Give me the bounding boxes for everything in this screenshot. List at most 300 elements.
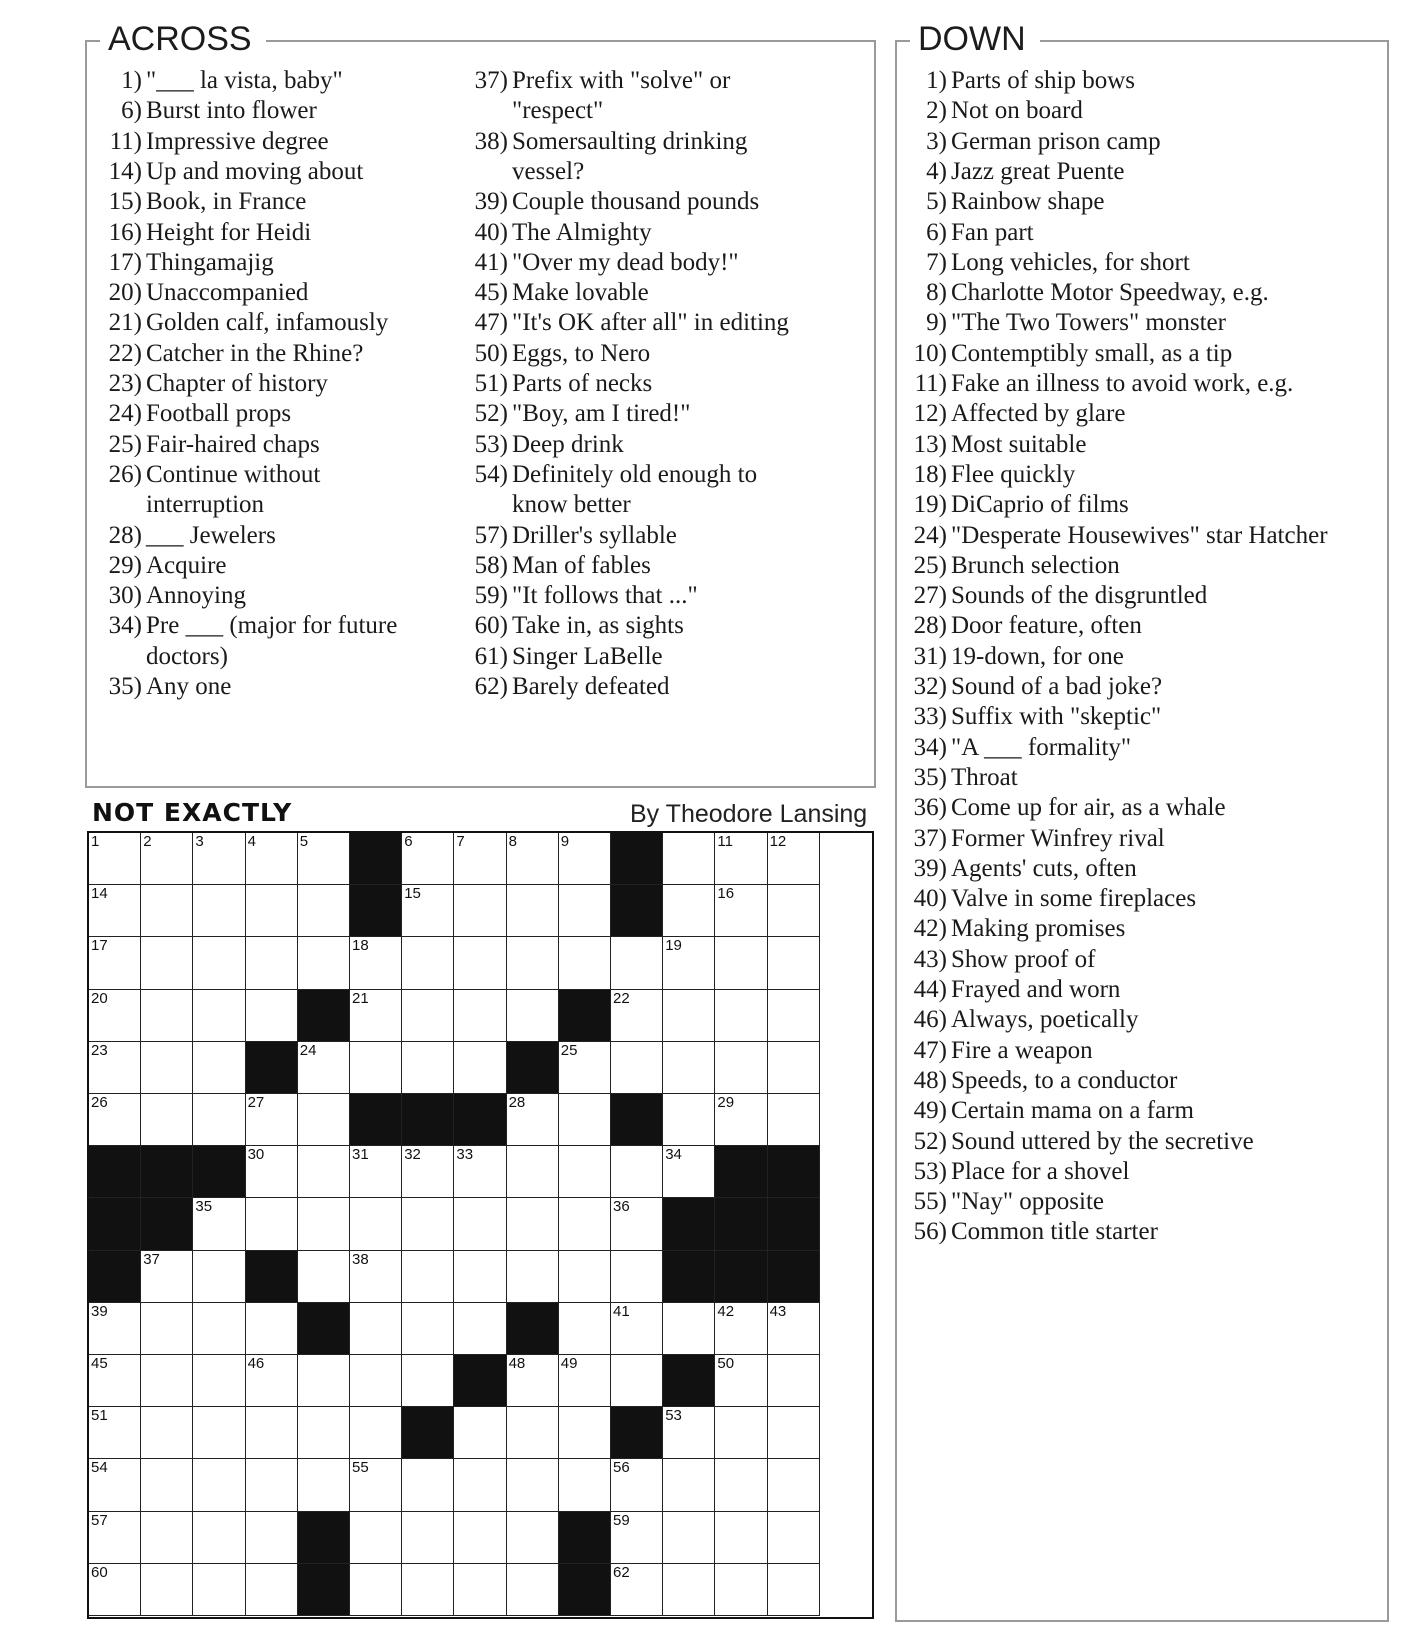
grid-cell-number: 60: [91, 1563, 108, 1581]
grid-cell[interactable]: [611, 1512, 663, 1564]
grid-cell[interactable]: [298, 1094, 350, 1146]
grid-cell[interactable]: [611, 1303, 663, 1355]
grid-cell[interactable]: [350, 937, 402, 989]
grid-cell[interactable]: [298, 1146, 350, 1198]
clue-text: Football props: [146, 400, 292, 428]
grid-cell[interactable]: [298, 1355, 350, 1407]
grid-cell-black: [298, 1303, 350, 1355]
clue-text: Make lovable: [512, 279, 649, 307]
grid-cell-number: 55: [352, 1459, 369, 1477]
grid-cell[interactable]: [193, 1251, 245, 1303]
grid-cell[interactable]: [663, 1303, 715, 1355]
grid-cell[interactable]: [454, 833, 506, 885]
puzzle-author: By Theodore Lansing: [630, 800, 868, 828]
clue-number: 42): [913, 915, 947, 943]
clue-text: Agents' cuts, often: [951, 854, 1137, 882]
grid-cell[interactable]: [141, 1512, 193, 1564]
clue-number: 17): [108, 248, 142, 276]
grid-cell[interactable]: [715, 1512, 767, 1564]
grid-cell[interactable]: [298, 1459, 350, 1511]
grid-cell[interactable]: [89, 885, 141, 937]
grid-cell-number: 1: [91, 833, 100, 850]
grid-cell-black: [611, 833, 663, 885]
grid-cell[interactable]: [402, 1512, 454, 1564]
grid-cell[interactable]: [89, 1459, 141, 1511]
grid-cell[interactable]: [611, 1198, 663, 1250]
clue-number: 1): [926, 67, 947, 94]
clue-number: 50): [474, 339, 508, 367]
grid-cell[interactable]: [193, 990, 245, 1042]
grid-cell[interactable]: [507, 1198, 559, 1250]
grid-cell[interactable]: [89, 1407, 141, 1459]
grid-cell[interactable]: [298, 885, 350, 937]
grid-cell[interactable]: [768, 1512, 820, 1564]
grid-cell[interactable]: [611, 937, 663, 989]
grid-cell-number: 35: [195, 1198, 213, 1216]
grid-cell[interactable]: [768, 1042, 820, 1094]
grid-cell[interactable]: [193, 1459, 245, 1511]
grid-cell[interactable]: [715, 1407, 767, 1459]
grid-cell[interactable]: [89, 1564, 141, 1616]
clue-text: "Boy, am I tired!": [512, 400, 691, 428]
grid-cell[interactable]: [141, 1042, 193, 1094]
grid-cell[interactable]: [715, 1459, 767, 1511]
clue-number: 34): [913, 733, 947, 761]
grid-cell[interactable]: [246, 1303, 298, 1355]
clue-number: 41): [474, 248, 508, 276]
grid-cell[interactable]: [89, 1042, 141, 1094]
grid-cell[interactable]: [663, 833, 715, 885]
clue-number: 35): [108, 673, 142, 700]
grid-cell[interactable]: [559, 1355, 611, 1407]
grid-cell[interactable]: [350, 990, 402, 1042]
grid-cell[interactable]: [507, 833, 559, 885]
across-heading: ACROSS: [100, 20, 266, 58]
grid-cell[interactable]: [402, 1303, 454, 1355]
grid-cell[interactable]: [141, 885, 193, 937]
grid-cell[interactable]: [507, 1407, 559, 1459]
grid-cell[interactable]: [663, 885, 715, 937]
grid-cell-black: [350, 833, 402, 885]
grid-cell[interactable]: [454, 1251, 506, 1303]
grid-cell[interactable]: [715, 885, 767, 937]
clue-text: Affected by glare: [951, 400, 1126, 428]
clue-text: "Desperate Housewives" star Hatcher: [951, 521, 1328, 549]
clue-text: Sounds of the disgruntled: [951, 582, 1208, 610]
grid-cell[interactable]: [89, 1303, 141, 1355]
grid-cell[interactable]: [768, 1459, 820, 1511]
grid-cell[interactable]: [715, 937, 767, 989]
grid-cell[interactable]: [402, 1146, 454, 1198]
grid-cell[interactable]: [559, 885, 611, 937]
grid-cell[interactable]: [193, 1198, 245, 1250]
grid-cell-number: 22: [613, 989, 630, 1007]
grid-cell[interactable]: [559, 1094, 611, 1146]
grid-cell[interactable]: [611, 1042, 663, 1094]
grid-cell[interactable]: [350, 1251, 402, 1303]
clue-text: Charlotte Motor Speedway, e.g.: [951, 279, 1269, 307]
grid-cell-black: [454, 1355, 506, 1407]
grid-cell[interactable]: [141, 990, 193, 1042]
clue-number: 47): [474, 309, 508, 337]
grid-cell[interactable]: [89, 937, 141, 989]
clue-number: 47): [913, 1036, 947, 1064]
clue-text: Making promises: [951, 915, 1126, 943]
grid-cell[interactable]: [246, 1459, 298, 1511]
clue-number: 12): [913, 400, 947, 428]
grid-cell[interactable]: [768, 833, 820, 885]
grid-cell-number: 15: [404, 885, 421, 903]
grid-cell[interactable]: [141, 1094, 193, 1146]
grid-cell[interactable]: [715, 833, 767, 885]
grid-cell[interactable]: [559, 937, 611, 989]
grid-cell-number: 19: [665, 937, 682, 955]
grid-cell-number: 41: [613, 1302, 630, 1320]
grid-cell[interactable]: [715, 990, 767, 1042]
clue-number: 52): [474, 400, 508, 428]
clue-text: Throat: [951, 763, 1018, 791]
clue-number: 27): [913, 582, 947, 610]
grid-cell[interactable]: [454, 990, 506, 1042]
grid-cell[interactable]: [663, 1459, 715, 1511]
grid-cell[interactable]: [507, 1512, 559, 1564]
clue-number: 1): [121, 67, 142, 94]
grid-cell-number: 53: [665, 1407, 682, 1425]
grid-cell[interactable]: [350, 1459, 402, 1511]
grid-cell-number: 28: [508, 1094, 526, 1111]
grid-cell[interactable]: [141, 1251, 193, 1303]
grid-cell[interactable]: [611, 1251, 663, 1303]
grid-cell[interactable]: [246, 885, 298, 937]
clue-number: 26): [108, 460, 142, 488]
clue-number: 24): [913, 521, 947, 549]
grid-cell[interactable]: [507, 1459, 559, 1511]
grid-cell[interactable]: [559, 1198, 611, 1250]
clue-number: 35): [913, 763, 947, 791]
clue-number: 28): [108, 521, 142, 549]
grid-cell[interactable]: [402, 990, 454, 1042]
grid-cell[interactable]: [402, 937, 454, 989]
grid-cell[interactable]: [507, 1251, 559, 1303]
clue-number: 24): [108, 400, 142, 428]
clue-text: Flee quickly: [951, 460, 1076, 488]
grid-cell-black: [246, 1042, 298, 1094]
grid-cell[interactable]: [193, 1355, 245, 1407]
grid-cell[interactable]: [141, 1355, 193, 1407]
grid-cell-number: 37: [143, 1250, 160, 1268]
grid-cell[interactable]: [768, 990, 820, 1042]
grid-cell[interactable]: [559, 1251, 611, 1303]
clue-number: 45): [474, 279, 508, 307]
grid-cell[interactable]: [141, 1564, 193, 1616]
clue-number: 29): [108, 551, 142, 579]
grid-cell[interactable]: [454, 1459, 506, 1511]
grid-cell-number: 12: [769, 833, 787, 850]
grid-cell[interactable]: [141, 1407, 193, 1459]
grid-cell[interactable]: [141, 1303, 193, 1355]
grid-cell-black: [298, 990, 350, 1042]
grid-cell[interactable]: [507, 1146, 559, 1198]
grid-cell[interactable]: [193, 833, 245, 885]
clue-text: Parts of ship bows: [951, 67, 1136, 94]
grid-cell[interactable]: [559, 1407, 611, 1459]
clue-number: 2): [926, 97, 947, 125]
grid-cell[interactable]: [246, 937, 298, 989]
grid-cell-number: 5: [299, 833, 309, 850]
grid-cell[interactable]: [715, 1355, 767, 1407]
clue-number: 48): [913, 1066, 947, 1094]
grid-cell-black: [507, 1042, 559, 1094]
grid-cell[interactable]: [454, 1407, 506, 1459]
grid-cell-black: [715, 1198, 767, 1250]
grid-cell-black: [507, 1303, 559, 1355]
grid-cell[interactable]: [715, 1042, 767, 1094]
grid-cell[interactable]: [559, 833, 611, 885]
grid-cell[interactable]: [663, 1564, 715, 1616]
grid-cell[interactable]: [402, 1459, 454, 1511]
grid-cell[interactable]: [768, 1303, 820, 1355]
grid-cell[interactable]: [454, 1512, 506, 1564]
grid-cell[interactable]: [246, 1094, 298, 1146]
clue-number: 14): [108, 157, 142, 185]
clue-number: 54): [474, 460, 508, 488]
grid-cell[interactable]: [350, 1407, 402, 1459]
grid-cell[interactable]: [507, 1564, 559, 1616]
clue-text: Place for a shovel: [951, 1157, 1130, 1185]
clue-text: Impressive degree: [146, 127, 329, 155]
grid-cell[interactable]: [246, 1564, 298, 1616]
grid-cell[interactable]: [89, 1094, 141, 1146]
grid-cell[interactable]: [298, 1198, 350, 1250]
grid-cell-number: 56: [613, 1459, 630, 1477]
clue-text: Couple thousand pounds: [512, 188, 760, 216]
grid-cell-number: 2: [143, 833, 152, 850]
clue-text: Golden calf, infamously: [146, 309, 389, 337]
grid-cell[interactable]: [246, 1355, 298, 1407]
clue-text: Chapter of history: [146, 370, 328, 397]
grid-cell[interactable]: [141, 1459, 193, 1511]
grid-cell[interactable]: [559, 1303, 611, 1355]
grid-cell[interactable]: [350, 1146, 402, 1198]
grid-cell-black: [89, 1251, 141, 1303]
grid-cell[interactable]: [350, 1198, 402, 1250]
clue-text: Man of fables: [512, 551, 651, 579]
grid-cell[interactable]: [298, 1251, 350, 1303]
grid-cell[interactable]: [89, 990, 141, 1042]
grid-cell[interactable]: [246, 990, 298, 1042]
clue-number: 51): [474, 370, 508, 397]
grid-cell[interactable]: [350, 1042, 402, 1094]
clue-number: 22): [108, 339, 142, 367]
grid-cell[interactable]: [193, 937, 245, 989]
grid-cell[interactable]: [193, 1407, 245, 1459]
grid-cell[interactable]: [402, 1251, 454, 1303]
grid-cell-number: 46: [247, 1355, 265, 1372]
grid-cell[interactable]: [141, 833, 193, 885]
grid-cell[interactable]: [663, 1042, 715, 1094]
grid-cell[interactable]: [507, 1094, 559, 1146]
grid-cell-number: 32: [404, 1146, 421, 1164]
clue-text: Somersaulting drinking: [512, 127, 748, 155]
clue-number: 19): [913, 491, 947, 519]
grid-cell[interactable]: [193, 1564, 245, 1616]
grid-cell[interactable]: [768, 937, 820, 989]
clue-text: ___ Jewelers: [146, 521, 276, 549]
grid-cell[interactable]: [89, 1512, 141, 1564]
clue-text: DiCaprio of films: [951, 491, 1129, 519]
grid-cell-black: [559, 1512, 611, 1564]
grid-cell-black: [246, 1251, 298, 1303]
clue-number: 9): [926, 309, 947, 337]
clue-number: 28): [913, 612, 947, 640]
grid-cell[interactable]: [663, 1146, 715, 1198]
grid-cell-number: 7: [456, 833, 465, 850]
grid-cell[interactable]: [507, 1355, 559, 1407]
grid-cell-number: 18: [352, 937, 369, 955]
grid-cell[interactable]: [715, 1564, 767, 1616]
grid-cell-number: 29: [717, 1094, 735, 1111]
grid-cell[interactable]: [611, 1146, 663, 1198]
grid-cell[interactable]: [402, 1564, 454, 1616]
grid-cell[interactable]: [559, 1042, 611, 1094]
grid-cell[interactable]: [402, 1355, 454, 1407]
grid-cell[interactable]: [559, 1459, 611, 1511]
grid-cell-number: 50: [717, 1355, 735, 1372]
grid-cell[interactable]: [193, 885, 245, 937]
grid-cell[interactable]: [141, 937, 193, 989]
grid-cell[interactable]: [402, 885, 454, 937]
grid-cell[interactable]: [402, 1042, 454, 1094]
grid-cell[interactable]: [246, 1198, 298, 1250]
grid-cell[interactable]: [663, 1512, 715, 1564]
grid-cell[interactable]: [559, 1146, 611, 1198]
clue-number: 16): [108, 218, 142, 246]
clue-number: 4): [926, 157, 947, 185]
clue-text: Annoying: [146, 582, 246, 610]
grid-cell[interactable]: [246, 1146, 298, 1198]
grid-cell[interactable]: [663, 1407, 715, 1459]
grid-cell[interactable]: [611, 990, 663, 1042]
grid-cell-number: 17: [91, 937, 108, 955]
clue-text-continuation: vessel?: [512, 157, 585, 185]
grid-cell[interactable]: [507, 885, 559, 937]
clue-number: 37): [474, 67, 508, 94]
grid-cell[interactable]: [611, 1355, 663, 1407]
grid-cell[interactable]: [768, 1094, 820, 1146]
grid-cell[interactable]: [715, 1303, 767, 1355]
down-heading: DOWN: [910, 20, 1040, 58]
clue-number: 56): [913, 1218, 947, 1246]
grid-cell[interactable]: [454, 1198, 506, 1250]
grid-cell[interactable]: [246, 1512, 298, 1564]
grid-cell[interactable]: [89, 1355, 141, 1407]
grid-cell[interactable]: [507, 990, 559, 1042]
clue-text: Up and moving about: [146, 157, 364, 185]
clue-text: "A ___ formality": [951, 733, 1132, 761]
grid-cell[interactable]: [507, 937, 559, 989]
grid-cell[interactable]: [768, 1355, 820, 1407]
clue-text: Fan part: [951, 218, 1034, 246]
grid-cell[interactable]: [350, 1303, 402, 1355]
grid-cell[interactable]: [663, 1094, 715, 1146]
grid-cell[interactable]: [611, 1459, 663, 1511]
puzzle-title: NOT EXACTLY: [92, 798, 293, 827]
clue-text: Former Winfrey rival: [951, 824, 1165, 852]
grid-cell-black: [663, 1198, 715, 1250]
grid-cell-black: [298, 1564, 350, 1616]
clue-text: Come up for air, as a whale: [951, 794, 1226, 822]
grid-cell[interactable]: [402, 833, 454, 885]
clue-number: 60): [474, 612, 508, 640]
clue-text: Door feature, often: [951, 612, 1142, 640]
grid-cell-black: [298, 1512, 350, 1564]
clue-text: Height for Heidi: [146, 218, 312, 246]
grid-cell[interactable]: [350, 1564, 402, 1616]
grid-cell[interactable]: [350, 1355, 402, 1407]
grid-cell[interactable]: [611, 1564, 663, 1616]
grid-cell[interactable]: [298, 833, 350, 885]
grid-cell-number: 8: [508, 833, 517, 850]
grid-cell[interactable]: [768, 1564, 820, 1616]
grid-cell[interactable]: [715, 1094, 767, 1146]
grid-cell-number: 21: [352, 989, 369, 1007]
clue-number: 18): [913, 460, 947, 488]
grid-cell-number: 24: [299, 1041, 317, 1059]
grid-cell[interactable]: [454, 1146, 506, 1198]
clue-text: Always, poetically: [951, 1006, 1139, 1034]
grid-cell[interactable]: [350, 1512, 402, 1564]
clue-number: 37): [913, 824, 947, 852]
grid-cell-black: [141, 1198, 193, 1250]
clue-number: 6): [121, 97, 142, 125]
grid-cell[interactable]: [768, 1407, 820, 1459]
grid-cell[interactable]: [454, 1564, 506, 1616]
grid-cell[interactable]: [402, 1198, 454, 1250]
clue-text: Driller's syllable: [512, 521, 677, 549]
grid-cell[interactable]: [193, 1042, 245, 1094]
grid-cell[interactable]: [193, 1512, 245, 1564]
clue-text: Continue without: [146, 460, 321, 488]
grid-cell[interactable]: [768, 885, 820, 937]
clue-number: 30): [108, 582, 142, 610]
grid-cell-black: [89, 1198, 141, 1250]
grid-cell[interactable]: [663, 990, 715, 1042]
clue-number: 53): [474, 430, 508, 458]
clue-text: "Over my dead body!": [512, 248, 739, 276]
clue-number: 21): [108, 309, 142, 337]
grid-cell[interactable]: [454, 937, 506, 989]
clue-number: 36): [913, 794, 947, 822]
grid-cell[interactable]: [246, 833, 298, 885]
grid-cell[interactable]: [454, 885, 506, 937]
grid-cell[interactable]: [298, 1407, 350, 1459]
grid-cell[interactable]: [663, 937, 715, 989]
grid-cell-number: 54: [91, 1459, 108, 1477]
grid-cell[interactable]: [298, 1042, 350, 1094]
grid-cell-number: 26: [91, 1094, 108, 1111]
grid-cell[interactable]: [246, 1407, 298, 1459]
clue-number: 39): [913, 854, 947, 882]
grid-cell[interactable]: [454, 1042, 506, 1094]
clue-text: The Almighty: [512, 218, 652, 246]
grid-cell[interactable]: [193, 1303, 245, 1355]
grid-cell[interactable]: [454, 1303, 506, 1355]
clue-text: "It's OK after all" in editing: [512, 309, 789, 337]
grid-cell[interactable]: [89, 833, 141, 885]
grid-cell[interactable]: [298, 937, 350, 989]
grid-cell-number: 49: [560, 1355, 578, 1372]
grid-cell[interactable]: [193, 1094, 245, 1146]
